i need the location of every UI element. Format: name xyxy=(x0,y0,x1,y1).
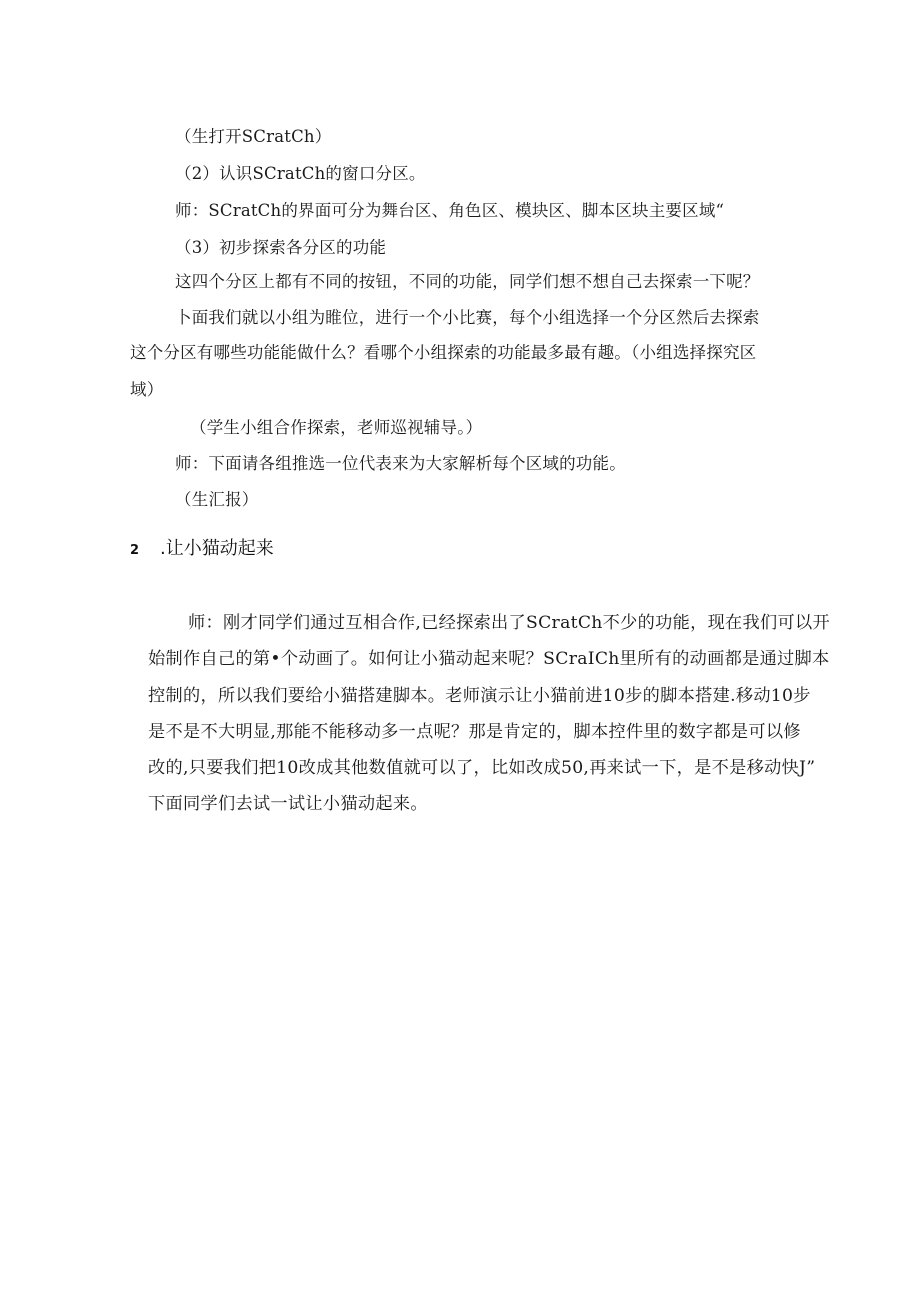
paragraph-line: 师：刚才同学们通过互相合作,已经探索出了SCratCh不少的功能，现在我们可以开 xyxy=(188,613,830,633)
heading-title: .让小猫动起来 xyxy=(160,538,274,559)
paragraph-line: 是不是不大明显,那能不能移动多一点呢？那是肯定的，脚本控件里的数字都是可以修 xyxy=(148,722,801,742)
heading-number: 2 xyxy=(130,543,140,558)
paragraph-line: （2）认识SCratCh的窗口分区。 xyxy=(175,164,426,183)
paragraph-line: 改的,只要我们把10改成其他数值就可以了，比如改成50,再来试一下，是不是移动快J” xyxy=(148,758,816,778)
paragraph-line: 这四个分区上都有不同的按钮，不同的功能，同学们想不想自己去探索一下呢？ xyxy=(175,272,760,291)
paragraph-line: （生打开SCratCh） xyxy=(175,127,332,146)
paragraph-line: 下面同学们去试一试让小猫动起来。 xyxy=(148,794,428,814)
paragraph-line: 卜面我们就以小组为睢位，进行一个小比赛，每个小组选择一个分区然后去探索 xyxy=(175,308,760,327)
paragraph-line: 控制的，所以我们要给小猫搭建脚本。老师演示让小猫前进10步的脚本搭建.移动10步 xyxy=(148,686,811,706)
paragraph-line: 师：SCratCh的界面可分为舞台区、角色区、模块区、脚本区块主要区域“ xyxy=(175,201,725,220)
paragraph-line: 这个分区有哪些功能能做什么？看哪个小组探索的功能最多最有趣。（小组选择探究区 xyxy=(130,343,757,362)
paragraph-line: （生汇报） xyxy=(175,490,259,509)
paragraph-line: （学生小组合作探索，老师巡视辅导。） xyxy=(190,418,483,437)
section-heading xyxy=(130,538,274,562)
paragraph-line: （3）初步探索各分区的功能 xyxy=(175,238,387,257)
paragraph-line: 师：下面请各组推选一位代表来为大家解析每个区域的功能。 xyxy=(175,454,626,473)
paragraph-line: 始制作自己的第•个动画了。如何让小猫动起来呢？SCraICh里所有的动画都是通过脚本 xyxy=(148,649,830,669)
paragraph-line: 域） xyxy=(130,380,164,399)
